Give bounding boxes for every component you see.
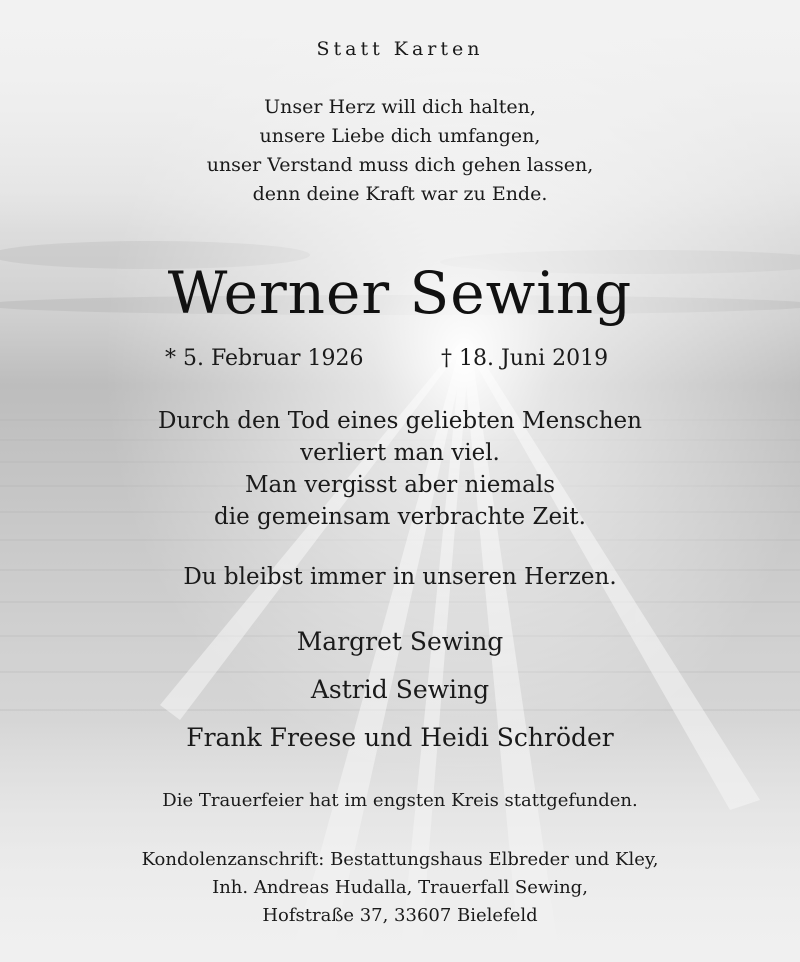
- life-dates: [0, 344, 800, 374]
- ceremony-note: Die Trauerfeier hat im engsten Kreis stattgefunden.: [162, 790, 638, 811]
- poem-line: unser Verstand muss dich gehen lassen,: [206, 154, 594, 176]
- poem: [0, 93, 800, 209]
- poem-line: unsere Liebe dich umfangen,: [259, 125, 541, 147]
- address-line: Kondolenzanschrift: Bestattungshaus Elbreder und Kley,: [141, 849, 659, 870]
- death-date: † 18. Juni 2019: [441, 346, 609, 371]
- notice-header: Statt Karten: [316, 38, 484, 60]
- mourner-name: Astrid Sewing: [310, 675, 490, 704]
- deceased-name: Werner Sewing: [167, 259, 633, 327]
- quote-line: Man vergisst aber niemals: [244, 472, 556, 498]
- poem-line: denn deine Kraft war zu Ende.: [252, 183, 548, 205]
- memorial-quote: [0, 405, 800, 533]
- quote-line: verliert man viel.: [300, 440, 500, 466]
- mourner-name: Frank Freese und Heidi Schröder: [186, 723, 614, 752]
- mourners-list: [0, 618, 800, 762]
- address-line: Hofstraße 37, 33607 Bielefeld: [262, 905, 538, 926]
- quote-line: die gemeinsam verbrachte Zeit.: [214, 504, 586, 530]
- remembrance-line: Du bleibst immer in unseren Herzen.: [183, 564, 617, 590]
- quote-line: Durch den Tod eines geliebten Menschen: [158, 408, 642, 434]
- mourner-name: Margret Sewing: [296, 627, 504, 656]
- condolence-address: [0, 846, 800, 930]
- address-line: Inh. Andreas Hudalla, Trauerfall Sewing,: [212, 877, 588, 898]
- poem-line: Unser Herz will dich halten,: [264, 96, 536, 118]
- birth-date: * 5. Februar 1926: [165, 346, 364, 371]
